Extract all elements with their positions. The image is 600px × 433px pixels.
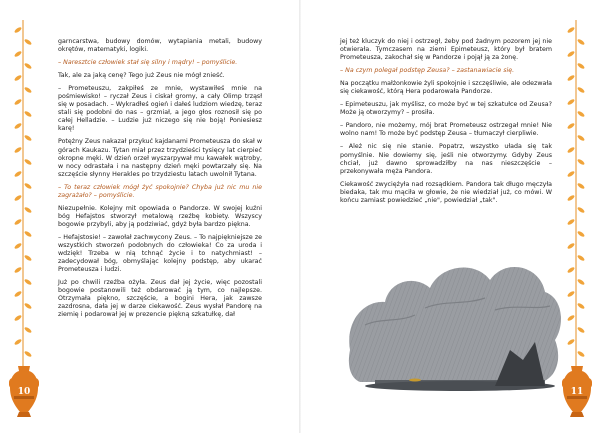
page-number-left: 10 <box>17 387 31 397</box>
right-paragraph: Ciekawość zwyciężyła nad rozsądkiem. Pandora tak długo męczyła biedaka, tak mu mąciła w głowie, że nie wiedział już, co mówi. W końcu zamiast powiedzieć „nie", powiedział „tak". <box>340 180 552 204</box>
right-paragraph: jej też kluczyk do niej i ostrzegł, żeby pod żadnym pozorem jej nie otwierała. Tymczasem na ziemi Epimeteusz, który był bratem Prometeusza, zakochał się w Pandorze i pojął ją za żonę. <box>340 38 552 62</box>
left-paragraph: – To teraz człowiek mógł żyć spokojnie? Chyba już nic mu nie zagrażało? – pomyślicie. <box>58 183 262 199</box>
right-text-column <box>340 38 552 210</box>
left-paragraph: Już po chwili rzeźba ożyła. Zeus dał jej życie, więc pozostali bogowie postanowili też obdarować ją tym, co najlepsze. Otrzymała piękno, szczęście, a bogini Hera, jak zawsze zazdrosna, dała jej w darze ciekawość. Zeus wysłał Pandorę na ziemię i podarował jej w prezencie piękną szkatułkę, dał <box>58 279 262 319</box>
laurel-vine-right-icon <box>567 20 585 370</box>
left-text-column <box>58 38 262 324</box>
storm-cloud-illustration <box>345 230 565 420</box>
left-paragraph: – Naresztcie człowiek stał się silny i mądry! – pomyślicie. <box>58 59 238 67</box>
right-paragraph: – Na czym polegał podstęp Zeusa? – zastanawiacie się. <box>340 67 515 75</box>
left-paragraph: – Hefajstosie! – zawołał zachwycony Zeus. – To najpiękniejsze ze wszystkich stworzeń podobnych do człowieka! Co za uroda i wdzięk! Trzeba w nią tchnąć życie i to natychmiast! – zadecydował bóg, obmyślając kolejny podstęp, aby ukarać Prometeusza i ludzi. <box>58 233 262 274</box>
left-paragraph: Potężny Zeus nakazał przykuć kajdanami Prometeusza do skał w górach Kaukazu. Tytan miał przez trzydzieści tysięcy lat cierpieć okropne męki. W dzień orzeł wyszarpywał mu kawałek wątroby, w nocy odrastała i na następny dzień męki powtarzały się. Na szczęście słynny Herakles po trzydziestu latach uwolnił Tytana. <box>58 138 262 178</box>
page-number-right: 11 <box>570 387 584 397</box>
left-paragraph: – Prometeuszu, zakpiłeś ze mnie, wystawiłeś mnie na pośmiewisko! – ryczał Zeus i ciskał gromy, a cały Olimp trząsł się w posadach. – Wykradłeś ogień i dałeś ludziom wiedzę, teraz stali się podobni do nas – grzmiał, a jego głos roznosił się po całej Helladzie. – Ludzie już niczego się nie boją! Poniesiesz karę! <box>58 85 262 133</box>
left-paragraph: Tak, ale za jaką cenę? Tego już Zeus nie mógł znieść. <box>58 72 225 80</box>
right-paragraph: – Ależ nic się nie stanie. Popatrz, wszystko ułada się tak pomyślnie. Nie dowiemy się, jeśli nie otworzymy. Gdyby Zeus chciał, już dawno sprowadziłby na nas nieszczęście – przekonywała męża Pandora. <box>340 143 552 175</box>
right-paragraph: – Pandoro, nie możemy, mój brat Prometeusz ostrzegał mnie! Nie wolno nam! To może być podstęp Zeusa – tłumaczył cierpliwie. <box>340 122 552 138</box>
left-paragraph: Niezupełnie. Kolejny mit opowiada o Pandorze. W swojej kuźni bóg Hefajstos stworzył metalową rzeźbę kobiety. Wszyscy bogowie przybyli, aby ją podziwiać, gdyż była bardzo piękna. <box>58 204 262 228</box>
right-paragraph: Na początku małżonkowie żyli spokojnie i szczęśliwie, ale odezwała się ciekawość, którą Hera podarowała Pandorze. <box>340 80 552 96</box>
laurel-vine-left-icon <box>14 20 32 370</box>
left-paragraph: garncarstwa, budowy domów, wytapiania metali, budowy okrętów, matematyki, logiki. <box>58 38 262 54</box>
right-paragraph: – Epimeteuszu, jak myślisz, co może być w tej szkatułce od Zeusa? Może ją otworzymy? – prosiła. <box>340 101 552 117</box>
